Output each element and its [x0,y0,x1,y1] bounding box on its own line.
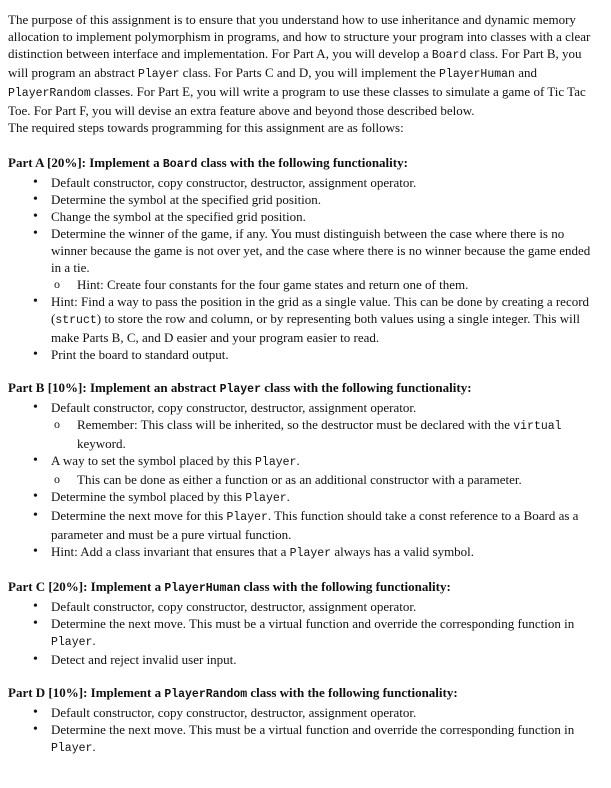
part-b-list [8,399,599,562]
sub-list-item: o This can be done as either a function or as an additional constructor with a parameter. [54,472,522,487]
code-player: Player [137,68,180,81]
bullet-icon: • [33,226,38,241]
part-c-list [8,598,599,668]
intro-paragraph: The purpose of this assignment is to ensure that you understand how to use inheritance and dynamic memory allocation to implement polymorphism in programs, and how to structure your program into classes with a clear distinction between interface and implementation. For Part A, you will develop a Board class. For Part B, you will program an abstract Player class. For Parts C and D, you will implement the PlayerHuman and PlayerRandom classes. For Part E, you will write a program to use these classes to simulate a game of Tic Tac Toe. For Part F, you will devise an extra feature above and beyond those described below. [8,12,591,118]
bullet-icon: • [33,616,38,631]
list-item: • A way to set the symbol placed by this Player. o This can be done as either a function or as an additional constructor with a parameter. [8,452,599,488]
list-item: • Default constructor, copy constructor, destructor, assignment operator. [33,599,417,614]
bullet-icon: • [33,489,38,504]
list-item: • Default constructor, copy constructor, destructor, assignment operator. [33,175,417,190]
code-board: Board [431,49,467,62]
bullet-icon: • [33,652,38,667]
part-a-heading: Part A [20%]: Implement a Board class with the following functionality: [8,155,408,171]
list-item: • Determine the symbol at the specified grid position. [33,192,322,207]
sub-list [51,471,599,488]
bullet-icon: • [33,209,38,224]
list-item: • Determine the next move. This must be a virtual function and override the corresponding function in Player. [33,616,575,649]
list-item: • Determine the winner of the game, if any. You must distinguish between the case where there is no winner because the game is not over yet, and the case where there is no winner because the game ended in a tie. o Hint: Create four constants for the four game states and return one of them. [8,225,599,293]
bullet-icon: • [33,400,38,415]
bullet-icon: • [33,722,38,737]
bullet-icon: • [33,599,38,614]
bullet-icon: • [33,453,38,468]
bullet-icon: • [33,347,38,362]
bullet-icon: • [33,175,38,190]
list-item: • Print the board to standard output. [33,347,229,362]
sub-list [51,416,599,452]
bullet-icon: • [33,508,38,523]
bullet-icon: • [33,294,38,309]
bullet-icon: • [33,705,38,720]
list-item: • Detect and reject invalid user input. [33,652,237,667]
part-c-heading: Part C [20%]: Implement a PlayerHuman class with the following functionality: [8,579,451,595]
list-item: • Change the symbol at the specified grid position. [33,209,306,224]
bullet-icon: • [33,192,38,207]
list-item: • Default constructor, copy constructor, destructor, assignment operator. [33,705,417,720]
part-d-heading: Part D [10%]: Implement a PlayerRandom class with the following functionality: [8,685,458,701]
list-item: • Default constructor, copy constructor, destructor, assignment operator. o Remember: This class will be inherited, so the destructor must be declared with the virtual keyword. [8,399,599,452]
part-a-list [8,174,599,363]
sub-list [51,276,599,293]
code-playerrandom: PlayerRandom [8,87,91,100]
part-b-heading: Part B [10%]: Implement an abstract Player class with the following functionality: [8,380,472,396]
sub-bullet-icon: o [54,417,60,431]
sub-list-item: o Remember: This class will be inherited, so the destructor must be declared with the virtual keyword. [54,417,562,451]
code-playerhuman: PlayerHuman [439,68,515,81]
sub-list-item: o Hint: Create four constants for the four game states and return one of them. [54,277,469,292]
list-item: • Hint: Add a class invariant that ensures that a Player always has a valid symbol. [33,544,475,560]
list-item: • Determine the next move for this Player. This function should take a const reference to a Board as a parameter and must be a pure virtual function. [33,508,579,542]
list-item: • Determine the symbol placed by this Player. [33,489,290,505]
sub-bullet-icon: o [54,277,60,291]
part-d-list [8,704,599,757]
list-item: • Hint: Find a way to pass the position in the grid as a single value. This can be done by creating a record (struct) to store the row and column, or by representing both values using a single integer. This will make Parts B, C, and D easier and your program easier to read. [33,294,590,345]
list-item: • Determine the next move. This must be a virtual function and override the corresponding function in Player. [33,722,575,755]
intro-steps-line: The required steps towards programming for this assignment are as follows: [8,120,404,135]
bullet-icon: • [33,544,38,559]
sub-bullet-icon: o [54,472,60,486]
